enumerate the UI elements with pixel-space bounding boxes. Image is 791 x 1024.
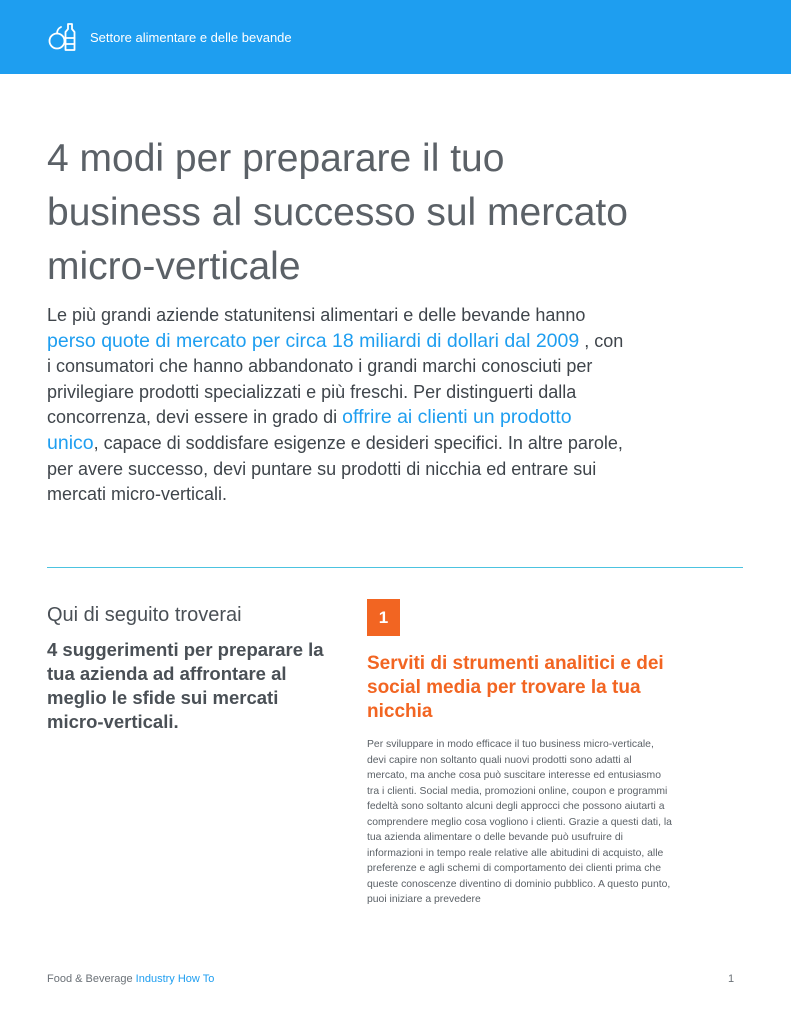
section-title: Serviti di strumenti analitici e dei social media per trovare la tua nicchia <box>367 653 664 722</box>
footer-doc-title <box>47 973 214 985</box>
footer-accent-text: Industry How To <box>135 973 215 985</box>
intro-text-2: , con i consumatori che hanno abbandonato i grandi marchi conosciuti per privilegiare prodotti specializzati e più freschi. Per distinguerti dalla concorrenza, devi essere in grado di <box>47 330 624 428</box>
footer-text: Food & Beverage <box>47 973 136 985</box>
header-label: Settore alimentare e delle bevande <box>90 30 292 45</box>
sidebar-summary: 4 suggerimenti per preparare la tua azienda ad affrontare al meglio le sfide sui mercati micro-verticali. <box>47 639 324 732</box>
food-beverage-icon <box>47 21 79 53</box>
page-number: 1 <box>728 973 735 985</box>
title-line-3: micro-verticale <box>47 245 301 288</box>
section-body: Per sviluppare in modo efficace il tuo business micro-verticale, devi capire non soltanto quali nuovi prodotti sono adatti al mercato, ma anche cosa può suscitare interesse ed entusiasmo tra i clienti. Social media, promozioni online, coupon e programmi fedeltà sono soltanto alcuni degli approcci che possono aiutarti a comprendere meglio cosa vogliono i clienti. Grazie a questi dati, la tua azienda alimentare o delle bevande può usufruire di informazioni in tempo reale relative alle abitudini di acquisto, alle preferenze e agli schemi di comportamento dei clienti prima che queste conoscenze diventino di dominio pubblico. A questo punto, puoi iniziare a prevedere <box>367 739 672 905</box>
section-number-badge: 1 <box>367 599 400 636</box>
market-share-link[interactable]: perso quote di mercato per circa 18 miliardi di dollari dal 2009 <box>47 329 580 352</box>
unique-product-link[interactable]: offrire ai clienti un prodotto unico <box>47 406 572 454</box>
title-line-1: 4 modi per preparare il tuo <box>47 137 505 180</box>
section-divider <box>47 567 743 568</box>
sidebar-heading: Qui di seguito troverai <box>47 604 242 626</box>
page-title <box>47 132 747 294</box>
title-line-2: business al successo sul mercato <box>47 191 628 234</box>
intro-text-1: Le più grandi aziende statunitensi alimentari e delle bevande hanno <box>47 305 586 325</box>
intro-text-3: , capace di soddisfare esigenze e desideri specifici. In altre parole, per avere successo, devi puntare su prodotti di nicchia ed entrare sui mercati micro-verticali. <box>47 432 623 505</box>
header-bar <box>0 0 791 74</box>
intro-paragraph <box>47 303 627 508</box>
